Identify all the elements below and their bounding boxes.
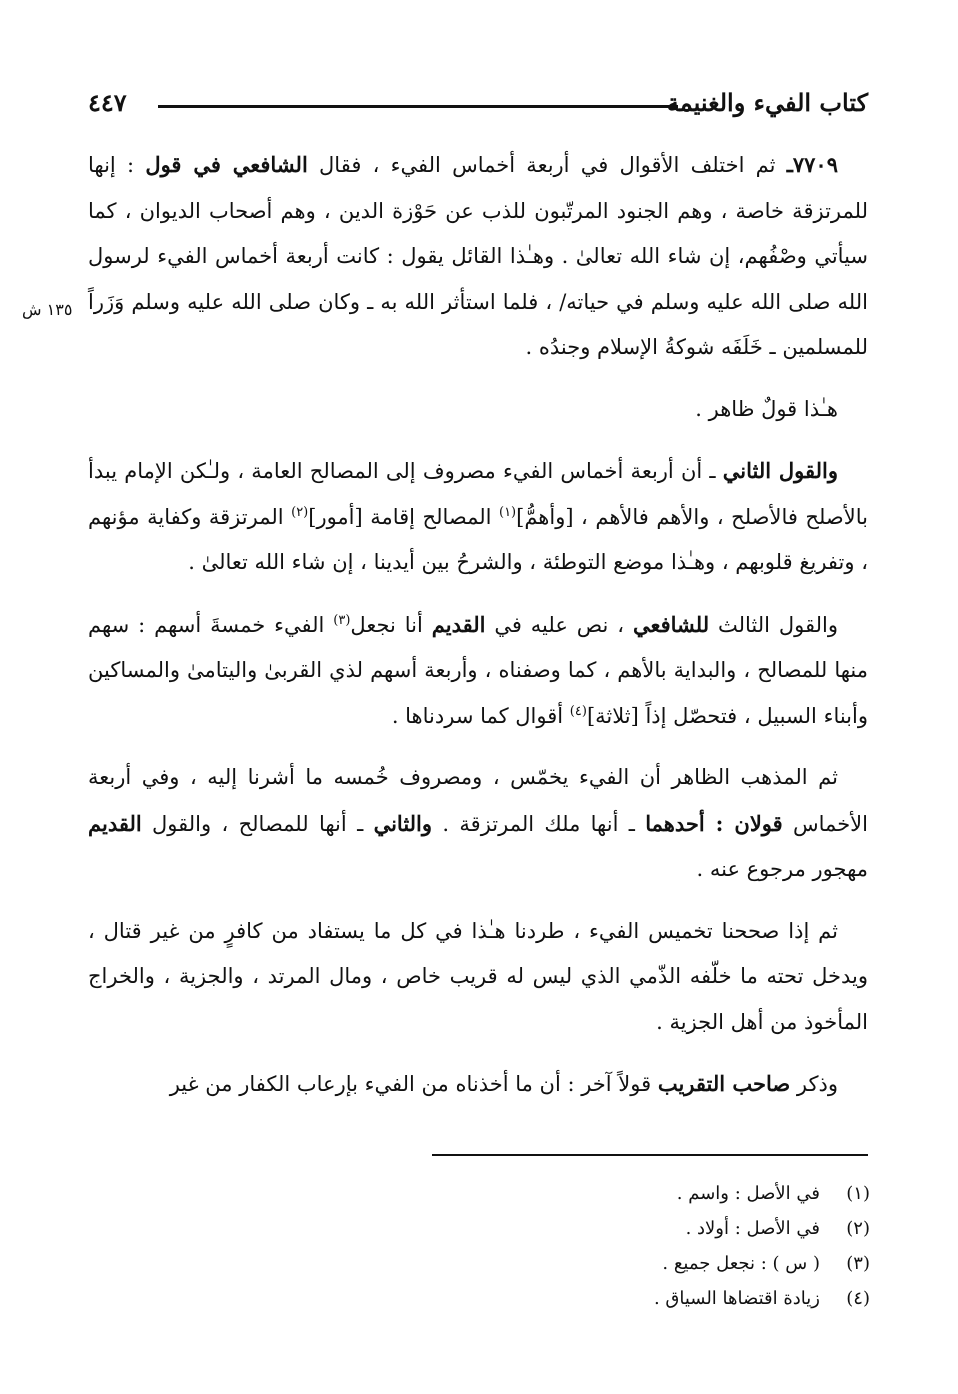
paragraph-4-text-b: ، نص عليه في [485,612,633,637]
chapter-title: كتاب الفيء والغنيمة [666,88,868,117]
footnote-text: ( س ) : نجعل جميع . [662,1253,820,1274]
paragraph-4-bold-b: القديم [431,611,486,637]
issue-number: ٧٧٠٩ـ [786,152,838,177]
paragraph-4-bold-a: للشافعي [632,611,710,637]
paragraph-5-text-a: ثم المذهب الظاهر أن الفيء يخمّس ، ومصروف خُمسه ما أشرنا إليه ، وفي أربعة الأخماس [88,765,868,836]
footnote-item [90,1176,870,1211]
paragraph-4-text-a: والقول الثالث [709,612,838,637]
footnote-separator [432,1154,868,1156]
paragraph-4-text-e: أقوال كما سردناها . [391,703,570,728]
paragraph-3-text-b: المصالح إقامة [أمور] [308,504,499,529]
footnotes [90,1176,870,1316]
paragraph-1-bold-a: الشافعي في قول [145,152,308,177]
paragraph-5-bold-a: قولان : أحدهما [645,810,783,836]
footnote-number: (١) [846,1183,870,1204]
paragraph-4 [88,602,868,740]
footnote-text: في الأصل : واسم . [676,1183,820,1204]
paragraph-7-bold-a: صاحب التقريب [657,1071,791,1096]
running-header [88,86,868,126]
paragraph-6: ثم إذا صححنا تخميس الفيء ، طردنا هـٰذا في كل ما يستفاد من كافرٍ من غير قتال ، ويدخل تحته ما خلّفه الذّمي الذي ليس له قريب خاص ، ومال المرتد ، والجزية ، والخراج المأخوذ من أهل الجزية . [88,918,868,1034]
paragraph-7 [88,1061,868,1108]
margin-note: ١٣٥ ش [22,300,73,319]
footnote-item [90,1246,870,1281]
paragraph-2: هـٰذا قولٌ ظاهر . [695,396,838,421]
paragraph-1 [88,142,868,371]
footnote-item [90,1211,870,1246]
paragraph-5 [88,755,868,893]
paragraph-7-text-a: وذكر [790,1072,838,1096]
footnote-text: زيادة اقتضاها السياق . [653,1288,820,1309]
header-rule [158,105,678,108]
footnote-ref-4[interactable]: (٤) [569,703,587,719]
paragraph-1-text-a: ثم اختلف الأقوال في أربعة أخماس الفيء ، فقال [307,153,787,177]
footnote-number: (٤) [846,1288,870,1309]
paragraph-5-text-c: ـ أنها للمصالح ، والقول [141,811,374,836]
footnote-number: (٢) [846,1218,870,1239]
paragraph-3-text-a: ـ أن أربعة أخماس الفيء مصروف إلى المصالح العامة ، ولـٰكن الإمام يبدأ بالأصلح فالأصلح ، والأهم فالأهم ، [وأهمُّ] [88,459,868,529]
paragraph-5-bold-c: القديم [88,810,142,836]
page-number: ٤٤٧ [88,88,127,117]
footnote-ref-3[interactable]: (٣) [333,612,351,628]
paragraph-5-bold-b: والثاني [373,810,433,836]
paragraph-3-bold-a: والقول الثاني [722,458,838,483]
paragraph-3-text-c: المرتزقة وكفاية مؤنهم ، وتفريغ قلوبهم ، وهـٰذا موضع التوطئة ، والشرحُ بين أيدينا ، إن شاء الله تعالىٰ . [88,504,868,574]
paragraph-1-text-b: : إنها للمرتزقة خاصة ، وهم الجنود المرتّبون للذب عن حَوْزة الدين ، وهم أصحاب الديوان ، كما سيأتي وصْفُهم، إن شاء الله تعالىٰ . وهـٰذا القائل يقول : كانت أربعة أخماس الفيء لرسول الله صلى الله عليه وسلم في حياته/ ، فلما استأثر الله به ـ وكان صلى الله عليه وسلم وَزَراً للمسلمين ـ خَلَفَه شوكةُ الإسلام وجندُه . [88,153,868,359]
paragraph-7-text-b: قولاً آخر : أن ما أخذناه من الفيء بإرعاب الكفار من غير [169,1072,658,1096]
footnote-ref-1[interactable]: (١) [498,504,517,520]
paragraph-5-text-b: ـ أنها ملك المرتزقة . [432,811,646,836]
footnote-number: (٣) [846,1253,870,1274]
body-text [88,142,868,1124]
footnote-ref-2[interactable]: (٢) [291,504,309,520]
footnote-item [90,1281,870,1316]
paragraph-4-text-c: أنا نجعل [350,612,432,637]
paragraph-3 [88,448,868,586]
paragraph-4-text-d: الفيء خمسةَ أسهم : سهم منها للمصالح ، والبداية بالأهم ، كما وصفناه ، وأربعة أسهم لذي القربىٰ واليتامىٰ والمساكين وأبناء السبيل ، فتحصّل إذاً [ثلاثة] [88,612,868,728]
paragraph-5-text-d: مهجور مرجوع عنه . [696,857,868,881]
footnote-text: في الأصل : أولاد . [685,1218,820,1239]
